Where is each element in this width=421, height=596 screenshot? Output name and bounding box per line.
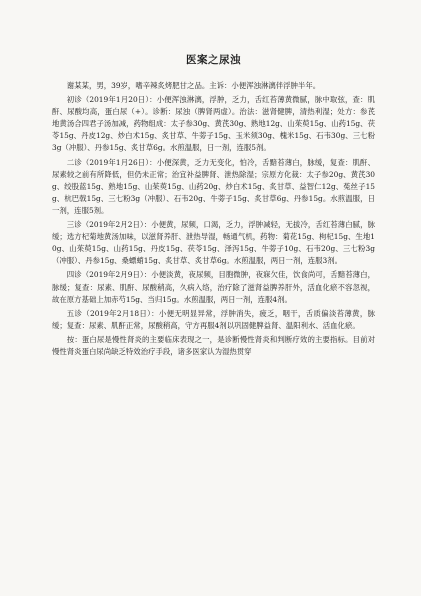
page-title: 医案之尿浊 [186,54,241,66]
second-visit-paragraph: 二诊（2019年1月26日）：小便深黄，乏力无变化，怕冷，舌黯苔薄白，脉缓，复查：肌酐、尿素较之前有所降低，但仍未正常；治宜补益脾肾、泄热除湿；宗原方化裁：太子参20g、黄芪30g、绞股蓝15g、熟地15g、山茱萸15g、山药20g、炒白术15g、炙甘草、益智仁12g、菟丝子15g、杭巴戟15g、三七粉3g（冲服）、石韦20g、牛蒡子15g、炙甘草6g、丹参15g。水煎温服，日一剂，连服5剂。 [52,157,375,215]
fourth-visit-paragraph: 四诊（2019年2月9日）：小便淡黄，夜尿频，目胞微肿，夜寐欠佳，饮食尚可，舌黯苔薄白，脉缓；复查：尿素、肌酐、尿酸稍高，久病入络，治疗除了滋肾益脾养肝外，活血化瘀不容忽视，故在原方基础上加赤芍15g、当归15g。水煎温服，两日一剂，连服4剂。 [52,270,375,304]
fifth-visit-paragraph: 五诊（2019年2月18日）：小便无明显异常，浮肿消失，疲乏，咽干，舌质偏淡苔薄黄，脉缓；复查：尿素、肌酐正常，尿酸稍高，守方再服4剂以巩固健脾益肾、温阳利水、活血化瘀。 [52,308,375,330]
case-intro-paragraph: 谢某某，男，39岁，嗜辛辣炙烤肥甘之品。主诉：小便浑浊淋漓伴浮肿半年。 [66,81,321,90]
third-visit-paragraph: 三诊（2019年2月2日）：小便黄，尿频，口渴，乏力，浮肿减轻，无拔冷，舌红苔薄白腻，脉缓；选方杞菊地黄汤加味，以滋肾养肝、泄热导湿，畅通气机，药物：菊花15g、枸杞15g、生地10g、山茱萸15g、山药15g、丹皮15g、茯苓15g、泽泻15g、牛蒡子10g、石韦20g、三七粉3g（冲服）、丹参15g、桑螵蛸15g、炙甘草、炙甘草6g。水煎温服，两日一剂，连服3剂。 [52,220,375,266]
first-visit-paragraph: 初诊（2019年1月20日）：小便浑浊淋漓，浮肿，乏力，舌红苔薄黄微腻，脉中取弦，查：肌酐、尿酸均高，蛋白尿（+）。诊断：尿浊（脾肾两虚）。治法：滋肾健脾，清热利湿；处方：参芪地黄汤合四君子汤加减，药物组成：太子参30g、黄芪30g、熟地12g、山茱萸15g、山药15g、茯苓15g、丹皮12g、炒白术15g、炙甘草、牛蒡子15g、玉米须30g、槐米15g、石韦30g、三七粉3g（冲服）、丹参15g、炙甘草6g。水煎温服，日一剂，连服5剂。 [52,95,375,153]
commentary-paragraph: 按：蛋白尿是慢性肾炎的主要临床表现之一，是诊断慢性肾炎和判断疗效的主要指标。目前对慢性肾炎蛋白尿尚缺乏特效治疗手段，诸多医家认为湿热贯穿 [52,334,375,356]
